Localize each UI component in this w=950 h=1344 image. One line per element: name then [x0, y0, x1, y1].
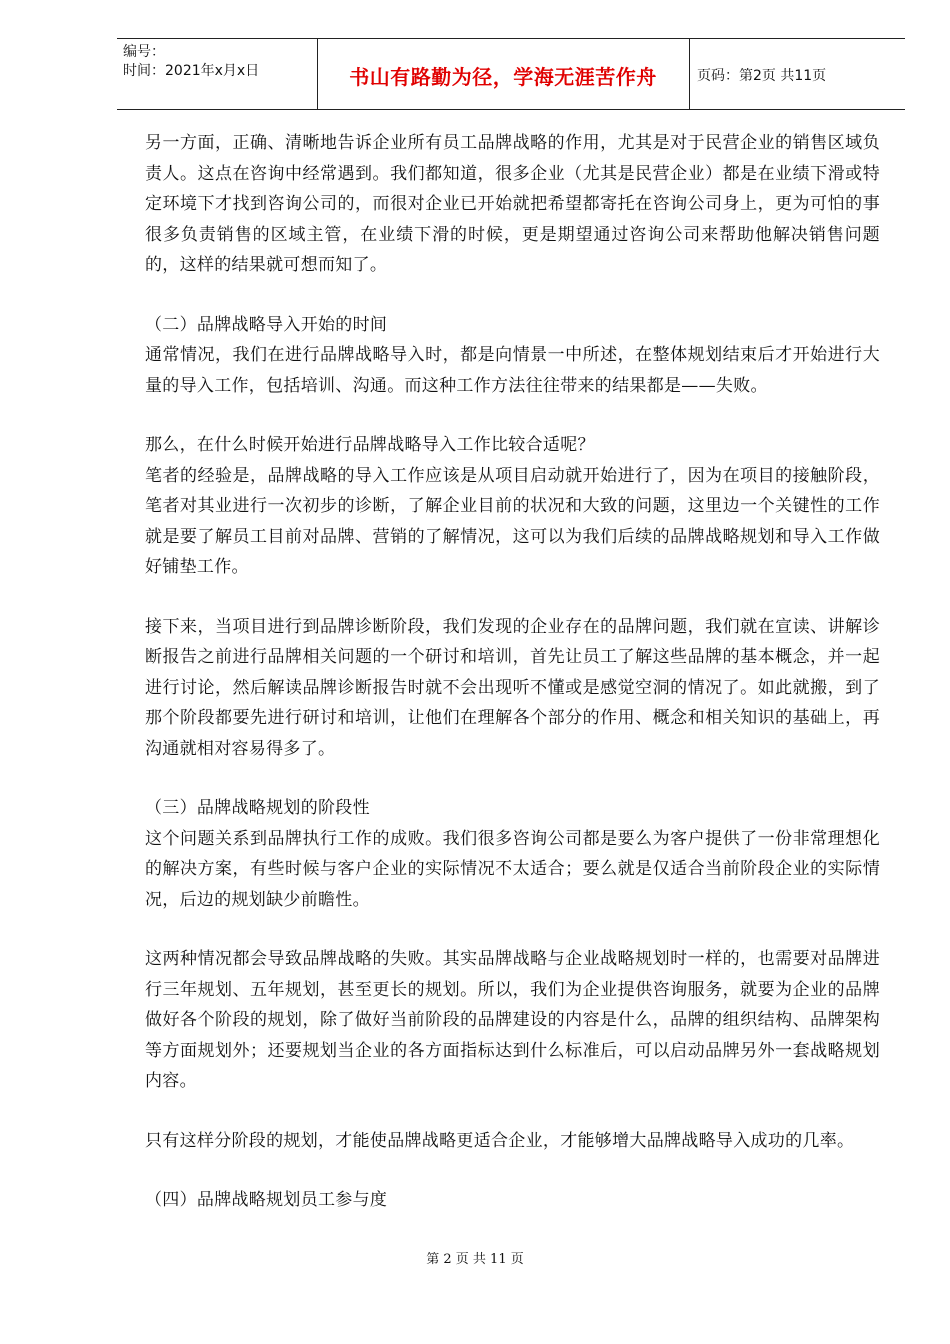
header-number-label: 编号：: [123, 44, 165, 60]
page-footer: 第 2 页 共 11 页: [426, 1252, 524, 1267]
paragraph-4: 接下来，当项目进行到品牌诊断阶段，我们发现的企业存在的品牌问题，我们就在宣读、讲解诊断报告之前进行品牌相关问题的一个研讨和培训，首先让员工了解这些品牌的基本概念，并一起进行讨论，然后解读品牌诊断报告时就不会出现听不懂或是感觉空洞的情况了。如此就搬，到了那个阶段都要先进行研讨和培训，让他们在理解各个部分的作用、概念和相关知识的基础上，再沟通就相对容易得多了。: [145, 616, 880, 759]
section-heading-3: （三）品牌战略规划的阶段性: [145, 798, 370, 818]
header-divider-right: [689, 39, 690, 109]
header-time-label: 时间：2021年x月x日: [123, 63, 260, 79]
section-heading-4: （四）品牌战略规划员工参与度: [145, 1190, 388, 1210]
paragraph-question: 那么，在什么时候开始进行品牌战略导入工作比较合适呢？: [145, 435, 595, 455]
section-heading-2: （二）品牌战略导入开始的时间: [145, 314, 388, 335]
paragraph-6: 这两种情况都会导致品牌战略的失败。其实品牌战略与企业战略规划时一样的，也需要对品牌进行三年规划、五年规划，甚至更长的规划。所以，我们为企业提供咨询服务，就要为企业的品牌做好各个阶段的规划，除了做好当前阶段的品牌建设的内容是什么，品牌的组织结构、品牌架构等方面规划外；还要规划当企业的各方面指标达到什么标准后，可以启动品牌另外一套战略规划内容。: [145, 949, 880, 1091]
paragraph-2: 通常情况，我们在进行品牌战略导入时，都是向情景一中所述，在整体规划结束后才开始进行大量的导入工作，包括培训、沟通。而这种工作方法往往带来的结果都是——失败。: [145, 345, 880, 396]
header-motto: 书山有路勤为径，学海无涯苦作舟: [349, 65, 657, 89]
document-body: [145, 128, 880, 1216]
paragraph-1: 另一方面，正确、清晰地告诉企业所有员工品牌战略的作用，尤其是对于民营企业的销售区域负责人。这点在咨询中经常遇到。我们都知道，很多企业（尤其是民营企业）都是在业绩下滑或特定环境下才找到咨询公司的，而很对企业已开始就把希望都寄托在咨询公司身上，更为可怕的事很多负责销售的区域主管，在业绩下滑的时候，更是期望通过咨询公司来帮助他解决销售问题的，这样的结果就可想而知了。: [145, 133, 880, 275]
header-page-info: 页码：第2页 共11页: [697, 68, 827, 84]
paragraph-7: 只有这样分阶段的规划，才能使品牌战略更适合企业，才能够增大品牌战略导入成功的几率。: [145, 1130, 855, 1151]
paragraph-5: 这个问题关系到品牌执行工作的成败。我们很多咨询公司都是要么为客户提供了一份非常理想化的解决方案，有些时候与客户企业的实际情况不太适合；要么就是仅适合当前阶段企业的实际情况，后边的规划缺少前瞻性。: [145, 828, 880, 910]
paragraph-3: 笔者的经验是，品牌战略的导入工作应该是从项目启动就开始进行了，因为在项目的接触阶段，笔者对其业进行一次初步的诊断，了解企业目前的状况和大致的问题，这里边一个关键性的工作就是要了解员工目前对品牌、营销的了解情况，这可以为我们后续的品牌战略规划和导入工作做好铺垫工作。: [145, 465, 880, 577]
header-meta: [123, 43, 259, 81]
page-header: [117, 38, 905, 110]
